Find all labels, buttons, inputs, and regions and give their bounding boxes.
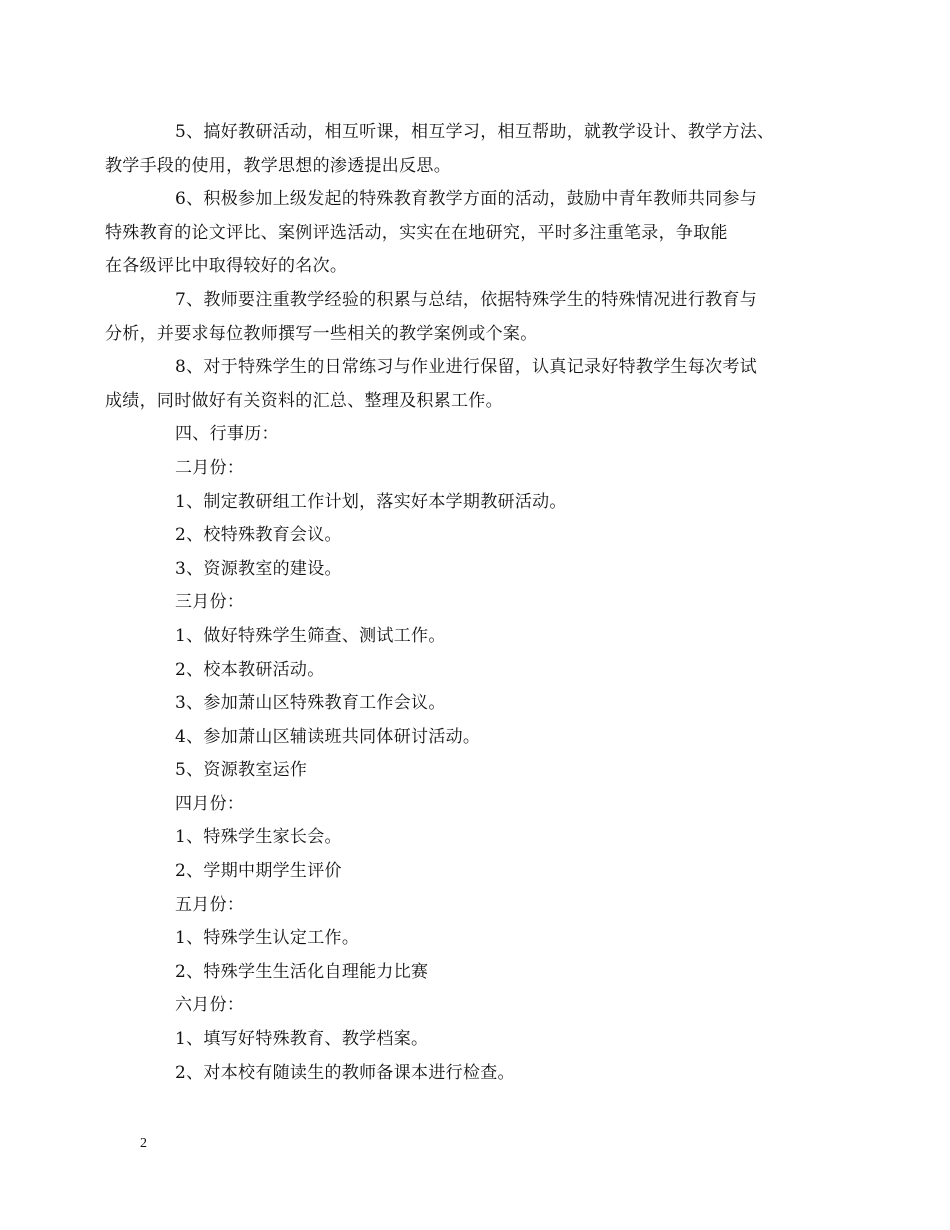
list-item: 5、资源教室运作	[175, 760, 308, 781]
list-item: 1、特殊学生认定工作。	[175, 928, 360, 949]
text-line: 特殊教育的论文评比、案例评选活动，实实在在地研究，平时多注重笔录，争取能	[105, 222, 728, 243]
list-item: 3、参加萧山区特殊教育工作会议。	[175, 693, 446, 714]
text-line: 在各级评比中取得较好的名次。	[105, 256, 348, 277]
paragraph-item-5	[105, 116, 812, 183]
paragraph-item-7	[105, 284, 812, 351]
text-line: 教学手段的使用，教学思想的渗透提出反思。	[105, 155, 451, 176]
list-item: 1、特殊学生家长会。	[175, 827, 342, 848]
document-body	[105, 116, 812, 1090]
month-heading-february: 二月份：	[175, 457, 245, 478]
page-number: 2	[140, 1136, 147, 1151]
list-item: 2、校特殊教育会议。	[175, 525, 342, 546]
text-line: 5、搞好教研活动，相互听课，相互学习，相互帮助，就教学设计、教学方法、	[175, 122, 775, 142]
month-heading-april: 四月份：	[175, 793, 245, 814]
list-item: 1、做好特殊学生筛查、测试工作。	[175, 625, 446, 646]
text-line: 分析，并要求每位教师撰写一些相关的教学案例或个案。	[105, 323, 538, 344]
month-heading-may: 五月份：	[175, 894, 245, 915]
text-line: 6、积极参加上级发起的特殊教育教学方面的活动，鼓励中青年教师共同参与	[175, 189, 758, 210]
list-item: 2、特殊学生生活化自理能力比赛	[175, 961, 429, 982]
list-item: 3、资源教室的建设。	[175, 558, 342, 579]
list-item: 1、制定教研组工作计划，落实好本学期教研活动。	[175, 491, 567, 512]
month-heading-june: 六月份：	[175, 995, 245, 1016]
paragraph-item-8	[105, 351, 812, 418]
list-item: 2、学期中期学生评价	[175, 861, 342, 882]
paragraph-item-6	[105, 183, 812, 284]
list-item: 4、参加萧山区辅读班共同体研讨活动。	[175, 726, 481, 747]
section-heading-calendar: 四、行事历：	[175, 424, 279, 445]
list-item: 2、校本教研活动。	[175, 659, 325, 680]
text-line: 成绩，同时做好有关资料的汇总、整理及积累工作。	[105, 390, 503, 411]
list-item: 1、填写好特殊教育、教学档案。	[175, 1029, 429, 1050]
list-item: 2、对本校有随读生的教师备课本进行检查。	[175, 1062, 515, 1083]
text-line: 7、教师要注重教学经验的积累与总结，依据特殊学生的特殊情况进行教育与	[175, 289, 758, 310]
month-heading-march: 三月份：	[175, 592, 245, 613]
text-line: 8、对于特殊学生的日常练习与作业进行保留，认真记录好特教学生每次考试	[175, 357, 758, 378]
